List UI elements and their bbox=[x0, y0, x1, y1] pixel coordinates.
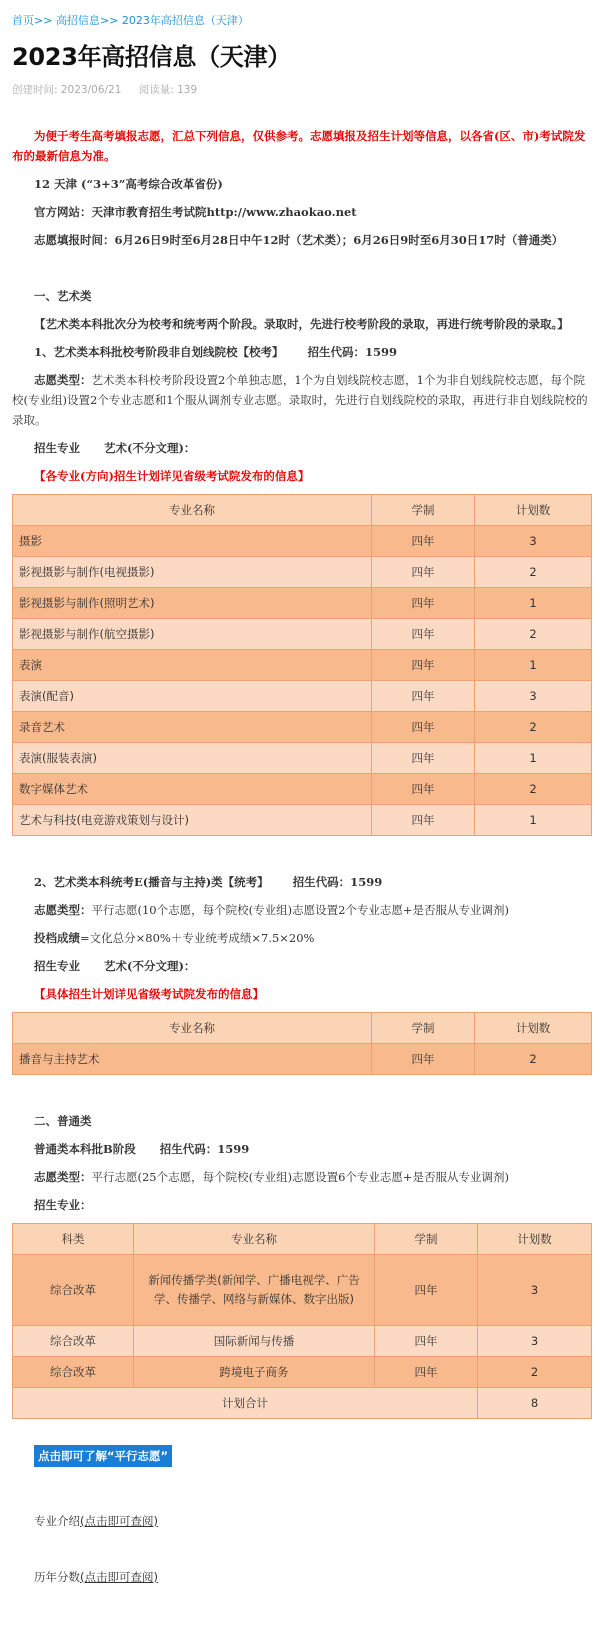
major-value: 艺术(不分文理)： bbox=[104, 441, 196, 455]
years-cell: 四年 bbox=[372, 805, 475, 836]
major-intro-label: 专业介绍 bbox=[34, 1514, 80, 1528]
art-sub1-code: 招生代码：1599 bbox=[307, 345, 398, 359]
years-cell: 四年 bbox=[372, 650, 475, 681]
table-row bbox=[13, 712, 592, 743]
major-cell: 影视摄影与制作(照明艺术) bbox=[13, 588, 372, 619]
type-label: 志愿类型： bbox=[34, 373, 92, 387]
general-code: 招生代码：1599 bbox=[159, 1142, 250, 1156]
col-header-years: 学制 bbox=[372, 1013, 475, 1044]
art-sub1-major bbox=[12, 438, 592, 458]
col-header-major: 专业名称 bbox=[13, 1013, 372, 1044]
type-label: 志愿类型： bbox=[34, 903, 92, 917]
plan-cell: 1 bbox=[475, 743, 592, 774]
general-heading: 二、普通类 bbox=[34, 1114, 92, 1128]
table-header-row bbox=[13, 495, 592, 526]
art-sub1-title-text: 1、艺术类本科批校考阶段非自划线院校【校考】 bbox=[34, 345, 284, 359]
plan-cell: 2 bbox=[475, 712, 592, 743]
category-cell: 综合改革 bbox=[13, 1255, 134, 1326]
type-value: 艺术类本科校考阶段设置2个单独志愿，1个为自划线院校志愿，1个为非自划线院校志愿，每个院校(专业组)设置2个专业志愿和1个服从调剂专业志愿。录取时，先进行自划线院校的录取，再进行非自划线院校的录取。 bbox=[12, 373, 588, 427]
col-header-plan: 计划数 bbox=[475, 495, 592, 526]
table-row bbox=[13, 619, 592, 650]
col-header-years: 学制 bbox=[375, 1224, 478, 1255]
general-batch-text: 普通类本科批B阶段 bbox=[34, 1142, 136, 1156]
years-cell: 四年 bbox=[372, 1044, 475, 1075]
plan-cell: 2 bbox=[475, 619, 592, 650]
plan-cell: 2 bbox=[478, 1357, 592, 1388]
history-score-label: 历年分数 bbox=[34, 1570, 80, 1584]
type-label: 志愿类型： bbox=[34, 1170, 92, 1184]
major-cell: 新闻传播学类(新闻学、广播电视学、广告学、传播学、网络与新媒体、数字出版) bbox=[134, 1255, 375, 1326]
created-time: 创建时间: 2023/06/21 bbox=[12, 84, 122, 96]
plan-cell: 3 bbox=[475, 681, 592, 712]
years-cell: 四年 bbox=[372, 526, 475, 557]
type-value: 平行志愿(25个志愿，每个院校(专业组)志愿设置6个专业志愿+是否服从专业调剂) bbox=[91, 1170, 510, 1184]
notice-text: 为便于考生高考填报志愿，汇总下列信息，仅供参考。志愿填报及招生计划等信息，以各省(区、市)考试院发布的最新信息为准。 bbox=[12, 129, 586, 163]
major-intro-link[interactable]: (点击即可查阅) bbox=[80, 1514, 158, 1528]
major-cell: 录音艺术 bbox=[13, 712, 372, 743]
art-sub2-code: 招生代码：1599 bbox=[292, 875, 383, 889]
years-cell: 四年 bbox=[375, 1326, 478, 1357]
art-sub2-title-text: 2、艺术类本科统考E(播音与主持)类【统考】 bbox=[34, 875, 269, 889]
plan-cell: 2 bbox=[475, 1044, 592, 1075]
major-cell: 表演(服装表演) bbox=[13, 743, 372, 774]
art-sub2-major bbox=[12, 956, 592, 976]
article-meta bbox=[12, 82, 592, 98]
table-row bbox=[13, 774, 592, 805]
years-cell: 四年 bbox=[372, 743, 475, 774]
general-type bbox=[12, 1167, 592, 1187]
general-batch bbox=[12, 1139, 592, 1159]
score-value: =文化总分×80%＋专业统考成绩×7.5×20% bbox=[80, 931, 315, 945]
years-cell: 四年 bbox=[372, 619, 475, 650]
breadcrumb-separator: >> bbox=[34, 14, 53, 27]
category-cell: 综合改革 bbox=[13, 1326, 134, 1357]
art-sub1-title bbox=[12, 342, 592, 362]
table-row bbox=[13, 1357, 592, 1388]
total-value-cell: 8 bbox=[478, 1388, 592, 1419]
major-cell: 国际新闻与传播 bbox=[134, 1326, 375, 1357]
table-row bbox=[13, 1255, 592, 1326]
art-sub2-score bbox=[12, 928, 592, 948]
breadcrumb-separator: >> bbox=[99, 14, 119, 27]
breadcrumb bbox=[12, 12, 592, 28]
article-body bbox=[12, 126, 592, 1587]
major-cell: 数字媒体艺术 bbox=[13, 774, 372, 805]
total-label-cell: 计划合计 bbox=[13, 1388, 478, 1419]
article bbox=[12, 12, 592, 1587]
category-cell: 综合改革 bbox=[13, 1357, 134, 1388]
plan-cell: 1 bbox=[475, 805, 592, 836]
col-header-plan: 计划数 bbox=[475, 1013, 592, 1044]
art-sub2-table bbox=[12, 1012, 592, 1075]
years-cell: 四年 bbox=[372, 712, 475, 743]
col-header-major: 专业名称 bbox=[134, 1224, 375, 1255]
art-sub2-note: 【具体招生计划详见省级考试院发布的信息】 bbox=[34, 987, 264, 1001]
major-cell: 表演 bbox=[13, 650, 372, 681]
general-major-label: 招生专业： bbox=[34, 1198, 92, 1212]
fill-time bbox=[12, 230, 592, 250]
plan-cell: 3 bbox=[478, 1326, 592, 1357]
art-intro: 【艺术类本科批次分为校考和统考两个阶段。录取时，先进行校考阶段的录取，再进行统考阶段的录取。】 bbox=[34, 317, 569, 331]
read-count: 阅读量: 139 bbox=[138, 84, 198, 96]
plan-cell: 2 bbox=[475, 557, 592, 588]
col-header-plan: 计划数 bbox=[478, 1224, 592, 1255]
page-title: 2023年高招信息（天津） bbox=[12, 43, 291, 71]
col-header-years: 学制 bbox=[372, 495, 475, 526]
parallel-volunteer-link[interactable]: 点击即可了解“平行志愿” bbox=[34, 1445, 172, 1467]
table-row bbox=[13, 526, 592, 557]
breadcrumb-section-link[interactable]: 高招信息 bbox=[55, 14, 100, 27]
history-score-link[interactable]: (点击即可查阅) bbox=[80, 1570, 158, 1584]
col-header-category: 科类 bbox=[13, 1224, 134, 1255]
table-row bbox=[13, 681, 592, 712]
score-label: 投档成绩 bbox=[34, 931, 80, 945]
breadcrumb-current-link[interactable]: 2023年高招信息（天津） bbox=[121, 14, 249, 27]
general-table bbox=[12, 1223, 592, 1419]
art-sub2-title bbox=[12, 872, 592, 892]
table-row bbox=[13, 743, 592, 774]
years-cell: 四年 bbox=[375, 1357, 478, 1388]
major-intro-row bbox=[12, 1511, 592, 1531]
province-line: 12 天津 (“3+3”高考综合改革省份) bbox=[34, 177, 223, 191]
table-row bbox=[13, 1044, 592, 1075]
col-header-major: 专业名称 bbox=[13, 495, 372, 526]
table-header-row bbox=[13, 1224, 592, 1255]
history-score-row bbox=[12, 1567, 592, 1587]
table-header-row bbox=[13, 1013, 592, 1044]
major-cell: 影视摄影与制作(电视摄影) bbox=[13, 557, 372, 588]
art-sub2-type bbox=[12, 900, 592, 920]
plan-cell: 3 bbox=[475, 526, 592, 557]
art-sub1-note: 【各专业(方向)招生计划详见省级考试院发布的信息】 bbox=[34, 469, 310, 483]
major-cell: 摄影 bbox=[13, 526, 372, 557]
years-cell: 四年 bbox=[375, 1255, 478, 1326]
art-sub1-type bbox=[12, 370, 592, 430]
table-row bbox=[13, 1326, 592, 1357]
table-row bbox=[13, 588, 592, 619]
plan-cell: 3 bbox=[478, 1255, 592, 1326]
table-total-row bbox=[13, 1388, 592, 1419]
website-label: 官方网站： bbox=[34, 205, 92, 219]
time-label: 志愿填报时间： bbox=[34, 233, 115, 247]
major-cell: 播音与主持艺术 bbox=[13, 1044, 372, 1075]
major-cell: 跨境电子商务 bbox=[134, 1357, 375, 1388]
years-cell: 四年 bbox=[372, 774, 475, 805]
table-row bbox=[13, 650, 592, 681]
years-cell: 四年 bbox=[372, 588, 475, 619]
years-cell: 四年 bbox=[372, 557, 475, 588]
breadcrumb-home-link[interactable]: 首页 bbox=[12, 14, 34, 27]
parallel-link-row bbox=[12, 1445, 592, 1467]
type-value: 平行志愿(10个志愿，每个院校(专业组)志愿设置2个专业志愿+是否服从专业调剂) bbox=[91, 903, 510, 917]
major-label: 招生专业 bbox=[34, 441, 80, 455]
major-label: 招生专业 bbox=[34, 959, 80, 973]
years-cell: 四年 bbox=[372, 681, 475, 712]
major-value: 艺术(不分文理)： bbox=[104, 959, 196, 973]
official-website bbox=[12, 202, 592, 222]
time-value: 6月26日9时至6月28日中午12时（艺术类）；6月26日9时至6月30日17时（普通类） bbox=[114, 233, 564, 247]
table-row bbox=[13, 557, 592, 588]
major-cell: 影视摄影与制作(航空摄影) bbox=[13, 619, 372, 650]
plan-cell: 2 bbox=[475, 774, 592, 805]
major-cell: 表演(配音) bbox=[13, 681, 372, 712]
art-sub1-table bbox=[12, 494, 592, 836]
plan-cell: 1 bbox=[475, 588, 592, 619]
art-heading: 一、艺术类 bbox=[34, 289, 92, 303]
website-value: 天津市教育招生考试院http://www.zhaokao.net bbox=[91, 205, 357, 219]
major-cell: 艺术与科技(电竞游戏策划与设计) bbox=[13, 805, 372, 836]
table-row bbox=[13, 805, 592, 836]
plan-cell: 1 bbox=[475, 650, 592, 681]
